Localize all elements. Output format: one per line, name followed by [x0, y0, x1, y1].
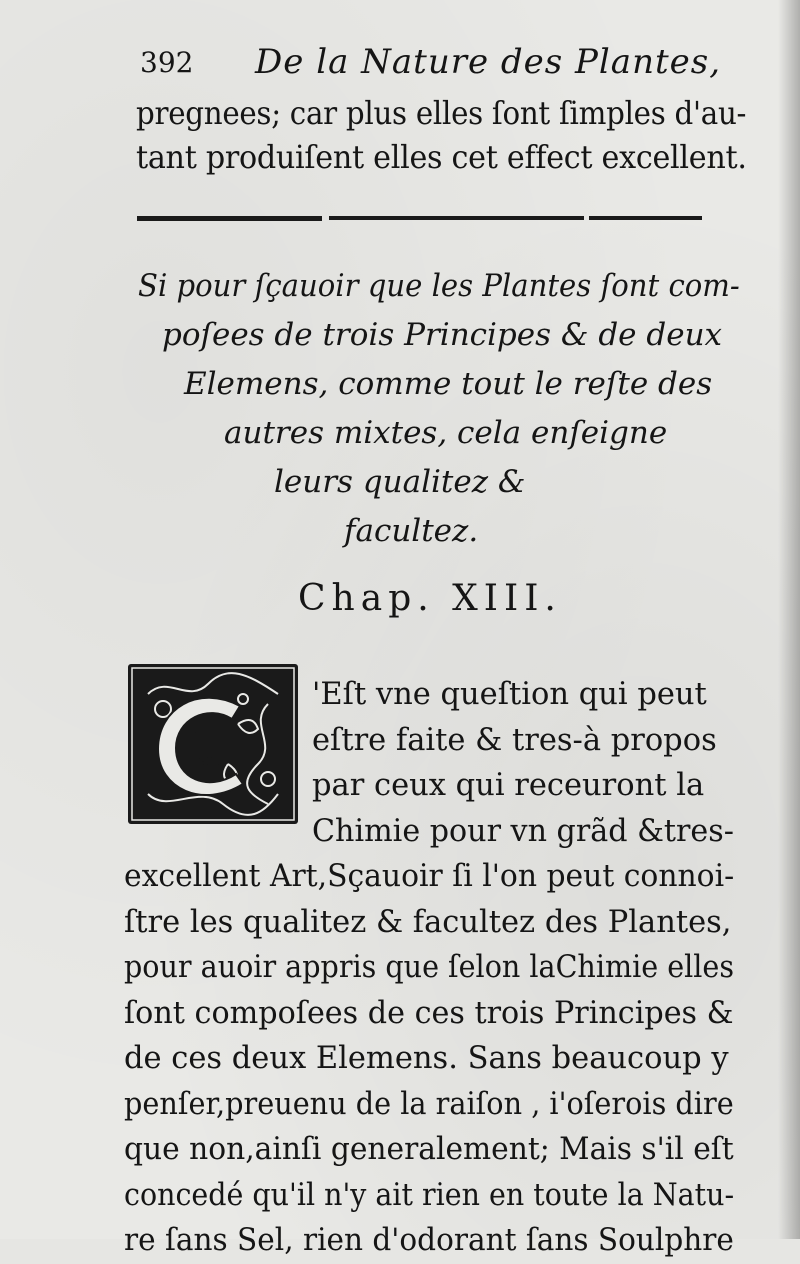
floral-ornament-icon [128, 664, 298, 824]
page-header [140, 38, 740, 88]
title-line: Elemens, comme tout le reſte des [184, 366, 713, 402]
text-line: penſer,preuenu de la raiſon , i'oſerois dire [124, 1086, 734, 1122]
title-line: autres mixtes, cela enſeigne [224, 415, 668, 451]
text-line: de ces deux Elemens. Sans beaucoup y [124, 1041, 729, 1076]
continued-text [136, 92, 747, 180]
text-line: eſtre faite & tres-à propos [312, 722, 717, 758]
text-line: ſtre les qualitez & facultez des Plantes, [124, 904, 732, 940]
text-line: par ceux qui receuront la [312, 768, 705, 803]
text-line: que non,ainſi generalement; Mais s'il eſt [124, 1132, 734, 1167]
text-line: pour auoir appris que ſelon laChimie elles [124, 950, 734, 985]
text-line: ſont compoſees de ces trois Principes & [124, 995, 734, 1031]
text-line: re ſans Sel, rien d'odorant ſans Soulphre [124, 1223, 734, 1258]
page-number: 392 [140, 46, 194, 79]
chapter-heading: Chap. XIII. [298, 578, 562, 619]
page-edge-shadow [778, 0, 800, 1239]
text-line: excellent Art,Sçauoir ſi l'on peut connoi- [124, 859, 735, 894]
text-line: tant produiſent elles cet effect excellent. [136, 140, 747, 176]
running-head: De la Nature des Plantes, [255, 42, 722, 82]
section-rule [137, 216, 702, 226]
title-line: poſees de trois Principes & de deux [162, 317, 723, 353]
title-line: Si pour ſçauoir que les Plantes ſont com- [138, 268, 740, 304]
text-line: concedé qu'il n'y ait rien en toute la Natu- [124, 1177, 735, 1213]
decorated-initial [128, 664, 298, 824]
text-line: Chimie pour vn grãd &tres- [312, 813, 734, 849]
text-line: 'Eſt vne queſtion qui peut [312, 677, 707, 712]
text-line: pregnees; car plus elles ſont ſimples d'au- [136, 96, 747, 132]
title-line: leurs qualitez & [274, 464, 526, 500]
title-line: facultez. [344, 513, 479, 549]
